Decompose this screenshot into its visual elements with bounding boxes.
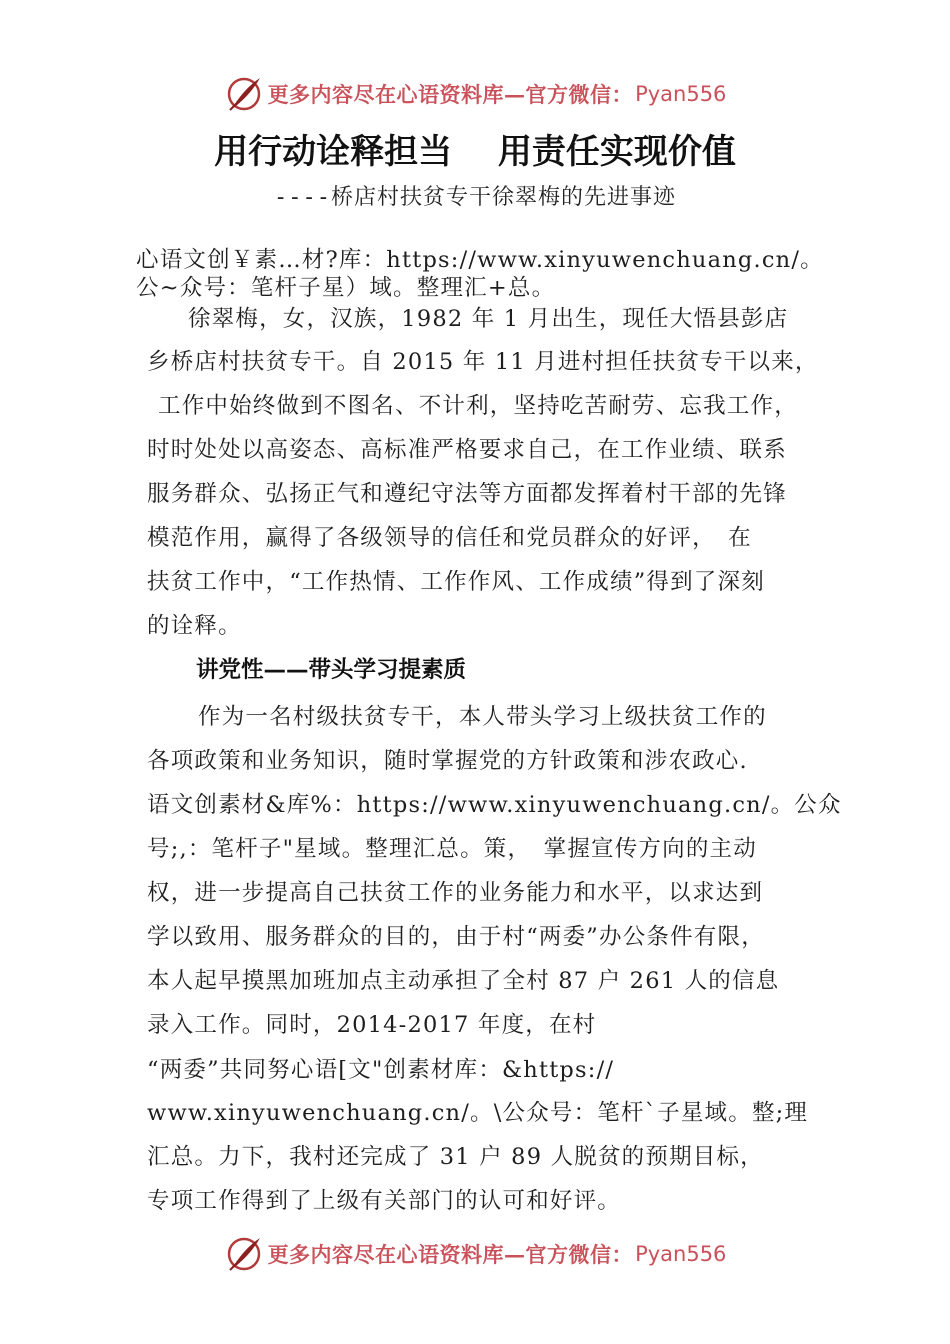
section-heading: 讲党性——带头学习提素质 <box>196 657 467 683</box>
body-line: 的诠释。 <box>147 613 242 639</box>
quill-logo-icon <box>224 1234 264 1274</box>
banner-wechat-handle: Pyan556 <box>635 1242 727 1266</box>
body-line: 学以致用、服务群众的目的，由于村“两委”办公条件有限， <box>147 924 765 950</box>
body-line: 汇总。力下，我村还完成了 31 户 89 人脱贫的预期目标， <box>147 1144 764 1170</box>
footer-banner <box>0 1232 950 1276</box>
body-line: 心语文创￥素…材?库：https://www.xinyuwenchuang.cn/。 <box>136 247 824 273</box>
banner-text: 更多内容尽在心语资料库—官方微信： <box>267 82 634 107</box>
document-subtitle: ----桥店村扶贫专干徐翠梅的先进事迹 <box>274 185 676 210</box>
body-line: 语文创素材&库%：https://www.xinyuwenchuang.cn/。公众 <box>147 792 842 818</box>
body-line: 扶贫工作中，“工作热情、工作作风、工作成绩”得到了深刻 <box>147 569 765 595</box>
body-line: 模范作用，赢得了各级领导的信任和党员群众的好评， 在 <box>147 525 752 551</box>
body-line: 录入工作。同时，2014-2017 年度，在村 <box>147 1012 597 1038</box>
body-line: 专项工作得到了上级有关部门的认可和好评。 <box>147 1188 622 1214</box>
header-banner <box>0 72 950 116</box>
document-title: 用行动诠释担当 用责任实现价值 <box>214 132 736 172</box>
body-line: 各项政策和业务知识，随时掌握党的方针政策和涉农政心. <box>147 748 748 774</box>
body-line: 号;,：笔杆子"星域。整理汇总。策， 掌握宣传方向的主动 <box>147 836 757 862</box>
body-line: 徐翠梅，女，汉族，1982 年 1 月出生，现任大悟县彭店 <box>188 306 789 332</box>
body-line: 作为一名村级扶贫专干，本人带头学习上级扶贫工作的 <box>198 704 767 730</box>
quill-logo-icon <box>224 74 264 114</box>
body-line: 公~众号：笔杆子星）域。整理汇+总。 <box>136 275 556 301</box>
body-line: www.xinyuwenchuang.cn/。\公众号：笔杆`子星域。整;理 <box>147 1100 809 1126</box>
body-line: 乡桥店村扶贫专干。自 2015 年 11 月进村担任扶贫专干以来， <box>147 349 819 375</box>
body-line: 时时处处以高姿态、高标准严格要求自己，在工作业绩、联系 <box>147 437 787 463</box>
body-line: 权，进一步提高自己扶贫工作的业务能力和水平，以求达到 <box>147 880 764 906</box>
banner-wechat-handle: Pyan556 <box>635 82 727 106</box>
banner-text: 更多内容尽在心语资料库—官方微信： <box>267 1242 634 1267</box>
body-line: 服务群众、弘扬正气和遵纪守法等方面都发挥着村干部的先锋 <box>147 481 787 507</box>
body-line: 工作中始终做到不图名、不计利，坚持吃苦耐劳、忘我工作， <box>158 393 798 419</box>
body-line: “两委”共同努心语[文"创素材库：&https:// <box>147 1057 615 1083</box>
body-line: 本人起早摸黑加班加点主动承担了全村 87 户 261 人的信息 <box>147 968 780 994</box>
